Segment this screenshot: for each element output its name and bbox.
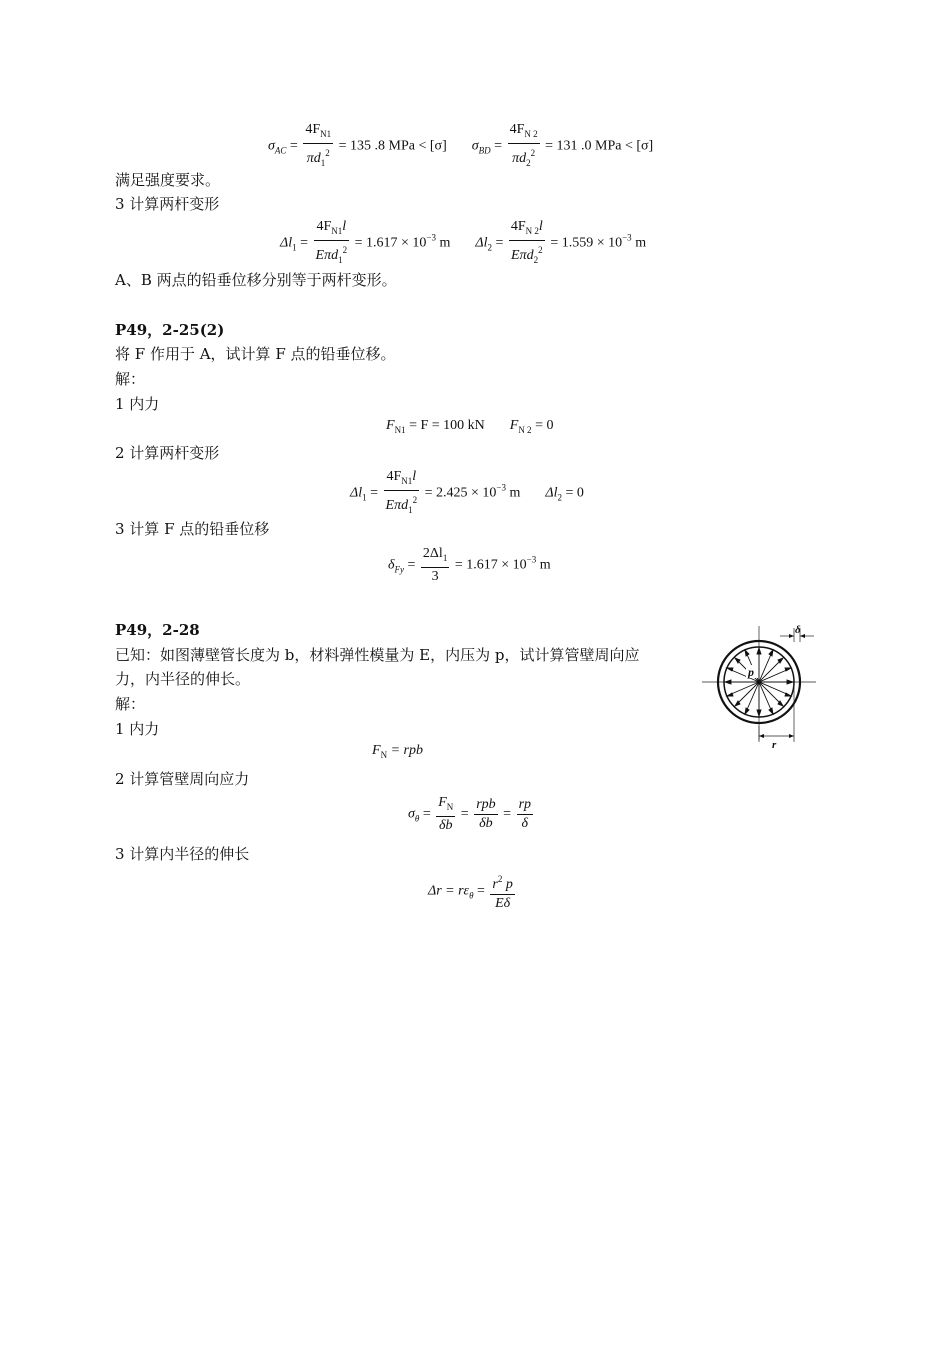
section-title-2-25: P49，2-25(2) [115,321,225,339]
solution-label-2: 解： [115,695,146,713]
problem-2-28-line1: 已知：如图薄壁管长度为 b，材料弹性模量为 E，内压为 p，试计算管壁周向应 [115,646,640,664]
equation-deformation: $\Delta l_1$ = $\frac{4F_{N1}l}{E\pi d_1^2}$ = $1.617 \times 10^{-3}$ m $\Delta l_2$ = $\frac{4F_{N 2}l}{E\pi d_2^2}$ = $1.559 \times 10^{-3}$ m [280,219,647,265]
label-p: p [748,665,754,679]
step-f-point-displacement: 3 计算 F 点的铅垂位移 [115,520,270,538]
step-internal-force: 1 内力 [115,395,160,413]
equation-internal-force: $F_{N1} = F = 100$ kN $F_{N 2} = 0$ [386,418,554,435]
section-title-2-28: P49，2-28 [115,621,200,639]
pipe-cross-section-figure [700,622,820,752]
problem-2-28-line2: 力，内半径的伸长。 [115,670,251,688]
problem-2-25: 将 F 作用于 A，试计算 F 点的铅垂位移。 [115,345,396,363]
equation-hoop-stress: $\sigma_\theta$ = $\frac{F_N}{\delta b}$ = $\frac{\text{rpb}}{\delta b}$ = $\frac{rp}{\delta}$ [408,795,532,833]
equation-deformation-2: $\Delta l_1$ = $\frac{4F_{N1}l}{E\pi d_1^2}$ = $2.425 \times 10^{-3}$ m $\Delta l_2 = 0$ [350,469,584,515]
step-internal-force-2: 1 内力 [115,720,160,738]
label-r: r [772,739,777,751]
text-step3-deformation: 3 计算两杆变形 [115,195,220,213]
text-vertical-displacement: A、B 两点的铅垂位移分别等于两杆变形。 [115,271,397,289]
step-hoop-stress: 2 计算管壁周向应力 [115,770,250,788]
equation-fn-rpb: $F_N$ = rpb [372,743,423,760]
label-delta: δ [795,624,801,636]
step-radius-elongation: 3 计算内半径的伸长 [115,845,250,863]
text-strength-ok: 满足强度要求。 [115,171,221,189]
equation-stress-check: $\sigma_{AC}$ = $\frac{4F_{N1}}{\pi d_1^2}$ = 135 .8 MPa < [σ] $\sigma_{BD}$ = $\frac{4F_{N 2}}{\pi d_2^2}$ = 131 .0 MPa < [σ] [268,122,654,168]
step-deformation: 2 计算两杆变形 [115,444,220,462]
equation-delta-r: $\Delta r = r\varepsilon_\theta$ = $\frac{r^2 p}{E\delta}$ [428,871,517,912]
solution-label: 解： [115,370,146,388]
equation-delta-fy: $\delta_{Fy}$ = $\frac{2\Delta l_1}{3}$ = $1.617 \times 10^{-3}$ m [388,546,551,584]
